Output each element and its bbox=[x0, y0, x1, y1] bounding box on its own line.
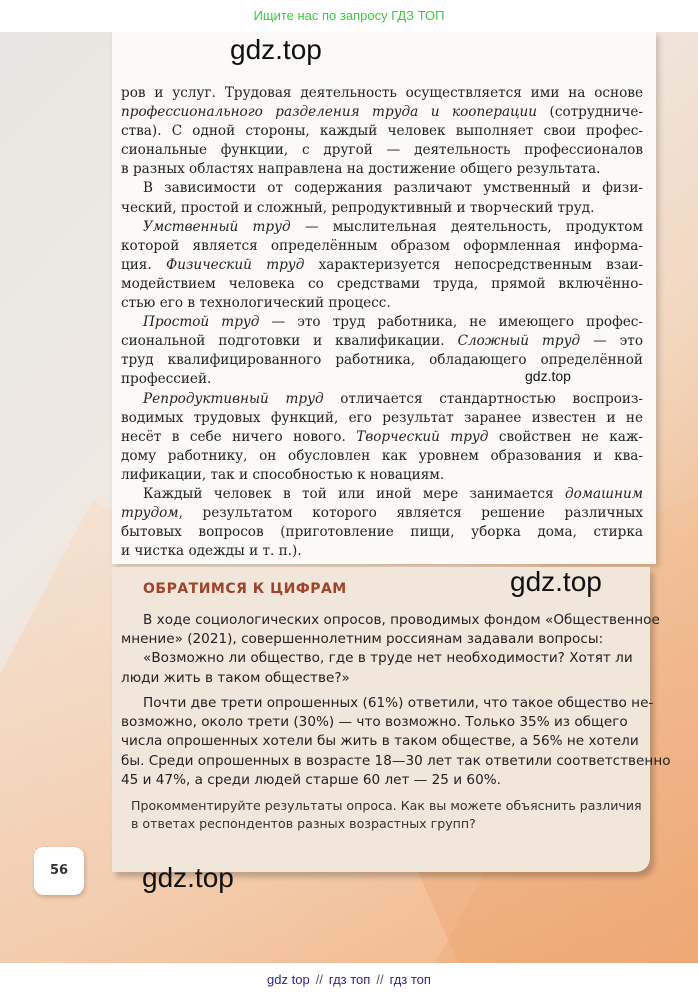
text-fragment: характеризуется непосредственным взаи- bbox=[304, 256, 643, 273]
text-line: труд квалифицированного работника, обладающего определённой bbox=[121, 352, 643, 369]
text-line bbox=[121, 256, 643, 275]
text-line: числа опрошенных хотели бы жить в таком обществе, а 56% не хотели bbox=[121, 733, 639, 750]
watermark: gdz.top bbox=[510, 566, 602, 597]
box-task bbox=[131, 797, 642, 833]
footer-link[interactable]: гдз топ bbox=[328, 972, 371, 987]
paragraph bbox=[121, 390, 643, 485]
text-fragment: несёт в себе ничего нового. bbox=[121, 428, 357, 445]
text-line bbox=[121, 390, 643, 409]
text-line: стью его в технологический процесс. bbox=[121, 295, 391, 312]
text-line: мнение» (2021), совершеннолетним россиянам задавали вопросы: bbox=[121, 631, 604, 648]
footer-links bbox=[0, 963, 698, 997]
text-line: модействием человека со средствами труда, прямой включённо- bbox=[121, 275, 643, 292]
footer-link[interactable]: гдз топ bbox=[389, 972, 431, 987]
term: Физический труд bbox=[165, 256, 305, 273]
body-text bbox=[121, 84, 643, 561]
text-line: и чистка одежды и т. п.). bbox=[121, 543, 302, 560]
text-line bbox=[121, 428, 643, 447]
box-title: ОБРАТИМСЯ К ЦИФРАМ bbox=[143, 581, 347, 597]
text-line: 45 и 47%, а среди людей старше 60 лет — 25 и 60%. bbox=[121, 771, 501, 788]
text-line bbox=[121, 485, 643, 504]
text-line: в ответах респондентов разных возрастных групп? bbox=[131, 816, 476, 831]
promo-banner: Ищите нас по запросу ГДЗ ТОП bbox=[0, 0, 698, 32]
text-line: «Возможно ли общество, где в труде нет необходимости? Хотят ли bbox=[143, 650, 633, 667]
text-fragment: (сотрудниче- bbox=[537, 104, 643, 121]
text-line: В зависимости от содержания различают умственный и физи- bbox=[143, 180, 643, 197]
paragraph bbox=[121, 179, 643, 217]
text-fragment: отличается стандартностью воспроиз- bbox=[323, 390, 643, 407]
text-line: В ходе социологических опросов, проводимых фондом «Общественное bbox=[143, 612, 660, 628]
text-line: дому работнику, он обусловлен как уровнем образования и ква- bbox=[121, 447, 643, 464]
paragraph bbox=[121, 313, 643, 389]
text-line: водимых трудовых функций, его результат заранее известен и не bbox=[121, 409, 643, 426]
footer-link[interactable]: gdz top bbox=[267, 972, 310, 987]
text-line: Почти две трети опрошенных (61%) ответили, что такое общество не- bbox=[143, 695, 654, 711]
term: трудом bbox=[121, 505, 179, 522]
text-fragment: ция. bbox=[121, 256, 166, 273]
text-fragment: сиональной подготовки и квалификации. bbox=[121, 333, 458, 350]
text-line: лификации, так и способностью к новациям. bbox=[121, 466, 445, 483]
watermark: gdz.top bbox=[525, 368, 571, 384]
text-line: Прокомментируйте результаты опроса. Как вы можете объяснить различия bbox=[131, 798, 642, 813]
term: Умственный труд bbox=[143, 218, 291, 235]
footer-separator: // bbox=[315, 972, 323, 987]
text-line: сиональные функции, с другой — деятельность профессионалов bbox=[121, 142, 643, 159]
text-line: возможно, около трети (30%) — что возможно. Только 35% из общего bbox=[121, 714, 628, 731]
watermark: gdz.top bbox=[142, 862, 234, 893]
text-line: ческий, простой и сложный, репродуктивный и творческий труд. bbox=[121, 199, 595, 216]
term: Сложный труд bbox=[457, 333, 581, 350]
box-intro bbox=[121, 611, 660, 688]
text-fragment: — мыслительная деятельность, продуктом bbox=[290, 218, 644, 235]
text-line bbox=[121, 504, 643, 523]
term: Простой труд bbox=[143, 314, 260, 331]
term: Репродуктивный труд bbox=[143, 390, 324, 407]
text-line bbox=[121, 313, 643, 332]
footer-separator: // bbox=[376, 972, 384, 987]
text-line: люди жить в таком обществе?» bbox=[121, 669, 350, 686]
text-line: бы. Среди опрошенных в возрасте 18—30 лет так ответили соответственно bbox=[121, 752, 671, 769]
text-line bbox=[121, 218, 643, 237]
paragraph bbox=[121, 84, 643, 179]
text-fragment: — это труд работника, не имеющего профес- bbox=[259, 314, 643, 331]
box-results bbox=[121, 694, 671, 790]
text-fragment: , результатом которого является решение различных bbox=[178, 505, 643, 522]
text-fragment: Каждый человек в той или иной мере занимается bbox=[143, 485, 565, 502]
text-line: ров и услуг. Трудовая деятельность осуществляется ими на основе bbox=[121, 85, 643, 101]
text-line: в разных областях направлена на достижение общего результата. bbox=[121, 161, 601, 178]
text-fragment: свойствен не каж- bbox=[488, 428, 643, 445]
paragraph bbox=[121, 485, 643, 561]
text-line: профессией. bbox=[121, 371, 212, 388]
text-fragment: — это bbox=[580, 333, 643, 350]
text-line bbox=[121, 103, 643, 122]
text-line: которой является определённым образом оформленная информа- bbox=[121, 237, 643, 254]
term: профессионального разделения труда и кооперации bbox=[121, 104, 538, 121]
paragraph bbox=[121, 218, 643, 313]
text-line: ства). С одной стороны, каждый человек выполняет свои профес- bbox=[121, 123, 643, 140]
term: Творческий труд bbox=[356, 428, 489, 445]
page-number: 56 bbox=[34, 847, 84, 895]
text-line: бытовых вопросов (приготовление пищи, уборка дома, стирка bbox=[121, 524, 643, 541]
term: домашним bbox=[564, 485, 643, 502]
watermark: gdz.top bbox=[230, 34, 322, 65]
text-line bbox=[121, 332, 643, 351]
